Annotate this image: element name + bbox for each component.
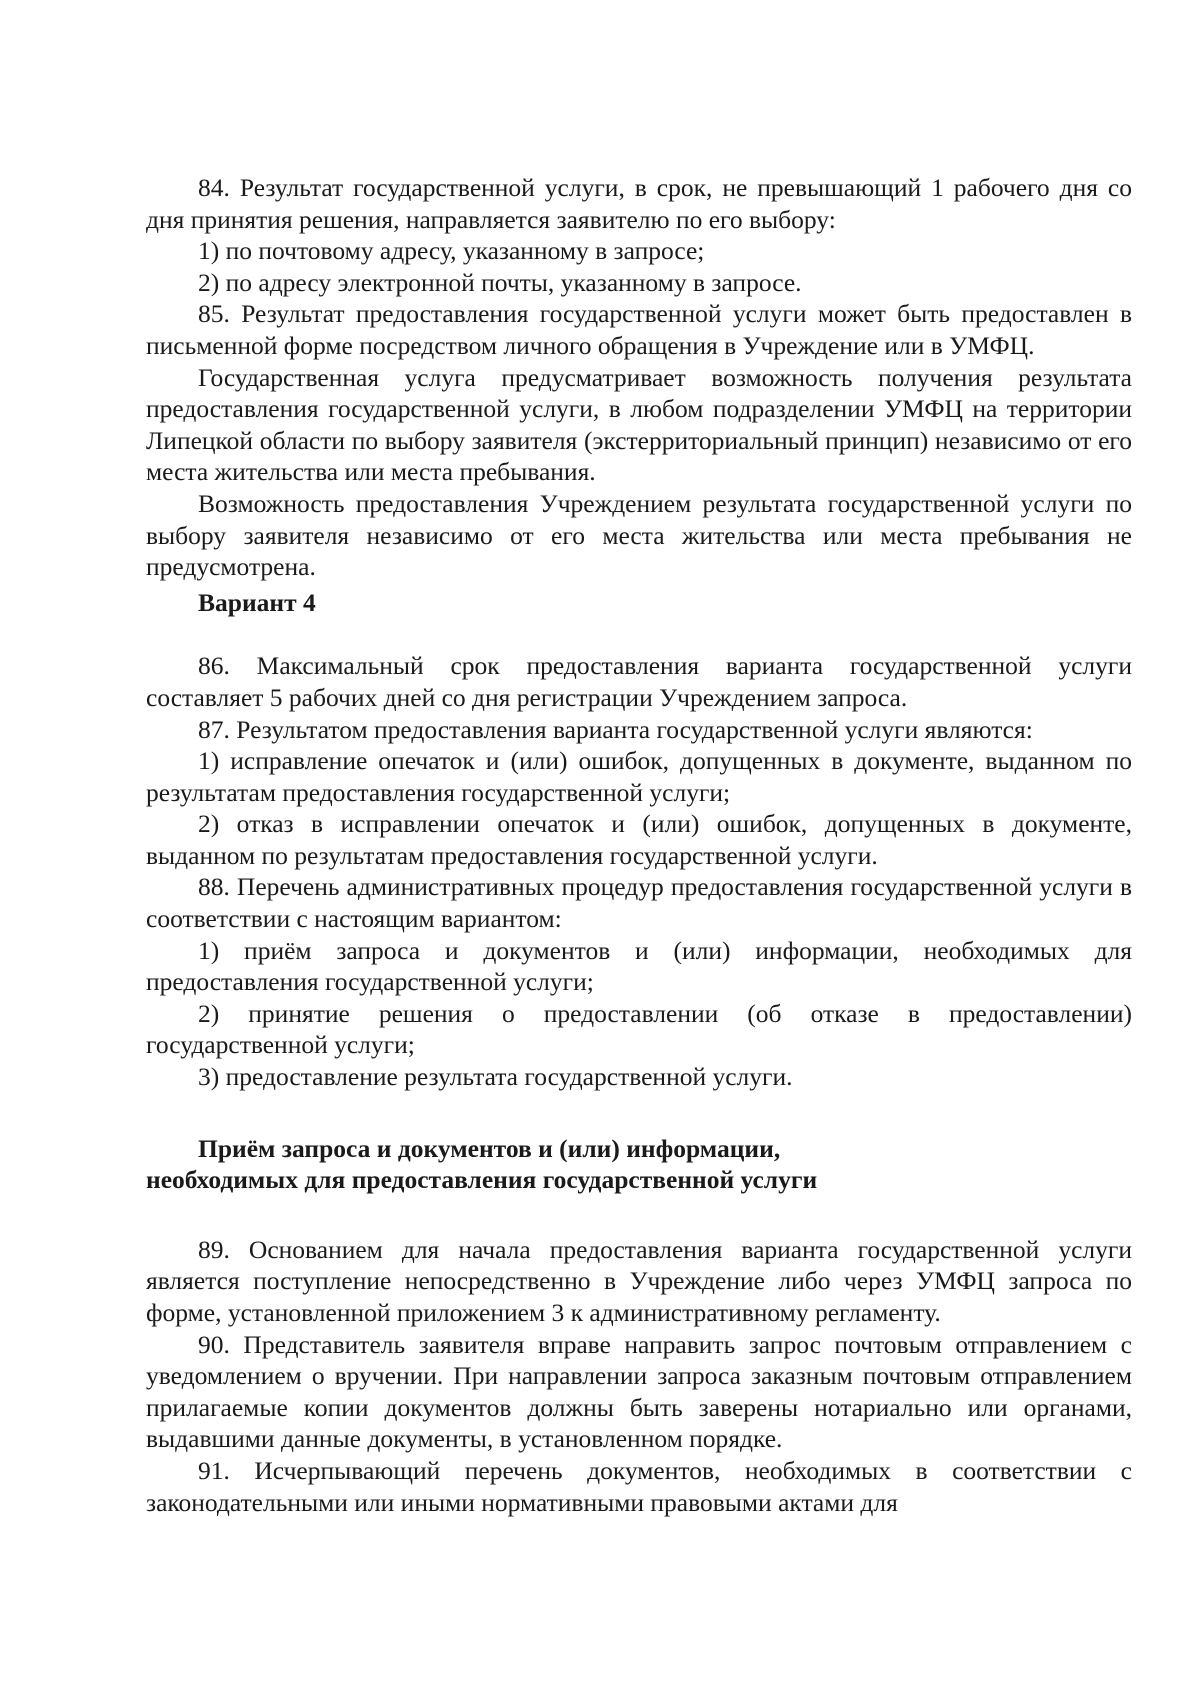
section-heading-line2: необходимых для предоставления государственной услуги — [146, 1165, 818, 1195]
list-item-decision: 2) принятие решения о предоставлении (об отказе в предоставлении) государственной услуги; — [146, 998, 1132, 1060]
paragraph-85: 85. Результат предоставления государственной услуги может быть предоставлен в письменной форме посредством личного обращения в Учреждение или в УМФЦ. — [146, 299, 1132, 360]
paragraph-87: 87. Результатом предоставления варианта государственной услуги являются: — [198, 714, 1033, 744]
list-item-reception: 1) приём запроса и документов и (или) информации, необходимых для предоставления государственной услуги; — [146, 935, 1132, 997]
list-item-refusal: 2) отказ в исправлении опечаток и (или) ошибок, допущенных в документе, выданном по результатам предоставления государственной услуги. — [146, 809, 1132, 870]
section-heading-line1: Приём запроса и документов и (или) информации, — [198, 1133, 781, 1163]
document-body — [146, 172, 1132, 1518]
paragraph-86: 86. Максимальный срок предоставления варианта государственной услуги составляет 5 рабочих дней со дня регистрации Учреждением запроса. — [146, 651, 1132, 712]
list-item-result: 3) предоставление результата государственной услуги. — [198, 1062, 793, 1092]
list-item-correction: 1) исправление опечаток и (или) ошибок, допущенных в документе, выданном по результатам предоставления государственной услуги; — [146, 746, 1132, 807]
list-item-postal: 1) по почтовому адресу, указанному в запросе; — [198, 236, 705, 266]
list-item-email: 2) по адресу электронной почты, указанному в запросе. — [198, 267, 802, 297]
paragraph-84: 84. Результат государственной услуги, в срок, не превышающий 1 рабочего дня со дня принятия решения, направляется заявителю по его выбору: — [146, 173, 1132, 234]
paragraph-91: 91. Исчерпывающий перечень документов, необходимых в соответствии с законодательными или иными нормативными правовыми актами для — [146, 1455, 1132, 1517]
paragraph-88: 88. Перечень административных процедур предоставления государственной услуги в соответствии с настоящим вариантом: — [146, 872, 1132, 934]
section-heading — [146, 1133, 1132, 1196]
paragraph-extraterritorial: Государственная услуга предусматривает возможность получения результата предоставления государственной услуги, в любом подразделении УМФЦ на территории Липецкой области по выбору заявителя (экстерриториальный принцип) независимо от его места жительства или места пребывания. — [146, 362, 1132, 487]
variant-heading: Вариант 4 — [198, 587, 316, 617]
paragraph-possibility: Возможность предоставления Учреждением результата государственной услуги по выбору заявителя независимо от его места жительства или места пребывания не предусмотрена. — [146, 488, 1132, 582]
paragraph-89: 89. Основанием для начала предоставления варианта государственной услуги является поступление непосредственно в Учреждение либо через УМФЦ запроса по форме, установленной приложением 3 к административному регламенту. — [146, 1234, 1132, 1327]
paragraph-90: 90. Представитель заявителя вправе направить запрос почтовым отправлением с уведомлением о вручении. При направлении запроса заказным почтовым отправлением прилагаемые копии документов должны быть заверены нотариально или органами, выдавшими данные документы, в установленном порядке. — [146, 1329, 1132, 1454]
